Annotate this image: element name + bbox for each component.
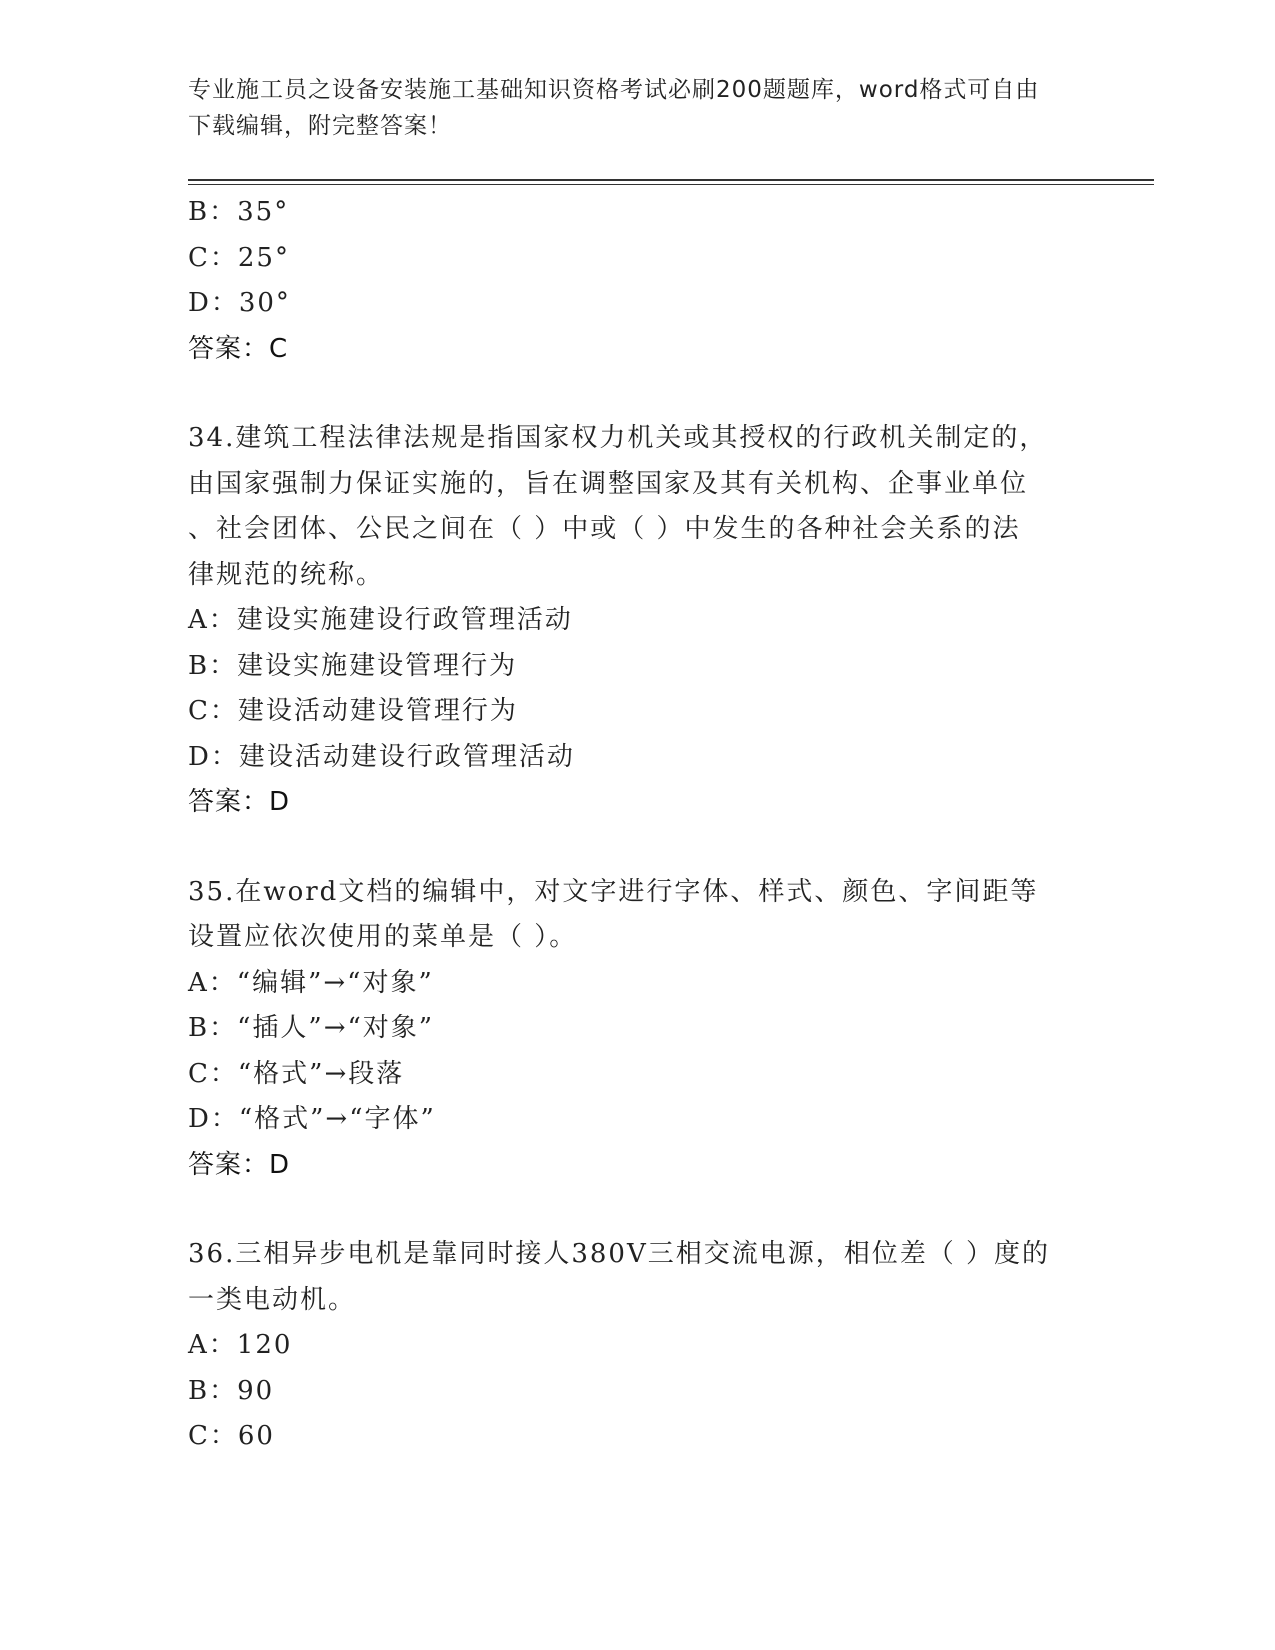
spacer bbox=[188, 826, 1088, 870]
option-b: B：建设实施建设管理行为 bbox=[188, 650, 518, 681]
question-34 bbox=[188, 416, 1088, 826]
option-c: C：60 bbox=[188, 1421, 275, 1451]
option-d: D：“格式”→“字体” bbox=[188, 1104, 436, 1134]
question-text-line: 由国家强制力保证实施的，旨在调整国家及其有关机构、企事业单位 bbox=[188, 468, 1029, 499]
option-a: A：建设实施建设行政管理活动 bbox=[188, 605, 573, 635]
spacer bbox=[188, 1188, 1088, 1232]
answer: 答案：C bbox=[188, 333, 289, 364]
option-b: B：90 bbox=[188, 1375, 275, 1406]
answer: 答案：D bbox=[188, 787, 291, 817]
document-body bbox=[188, 190, 1088, 1460]
question-text-line: 35.在word文档的编辑中，对文字进行字体、样式、颜色、字间距等 bbox=[188, 876, 1039, 907]
question-text-line: 34.建筑工程法律法规是指国家权力机关或其授权的行政机关制定的， bbox=[188, 423, 1048, 453]
question-text-line: 一类电动机。 bbox=[188, 1284, 357, 1315]
option-a: A：“编辑”→“对象” bbox=[188, 967, 434, 998]
document-header bbox=[188, 72, 1088, 144]
question-36 bbox=[188, 1232, 1088, 1460]
option-b: B：“插人”→“对象” bbox=[188, 1013, 435, 1043]
question-33-tail bbox=[188, 190, 1088, 372]
header-line-1: 专业施工员之设备安装施工基础知识资格考试必刷200题题库，word格式可自由 bbox=[188, 77, 1040, 103]
answer: 答案：D bbox=[188, 1149, 291, 1180]
spacer bbox=[188, 372, 1088, 416]
option-d: D：30° bbox=[188, 288, 291, 318]
question-35 bbox=[188, 870, 1088, 1189]
option-c: C：建设活动建设管理行为 bbox=[188, 696, 518, 726]
question-text-line: 设置应依次使用的菜单是（ ）。 bbox=[188, 922, 578, 952]
option-a: A：120 bbox=[188, 1330, 293, 1360]
question-text-line: 律规范的统称。 bbox=[188, 559, 385, 590]
question-text-line: 、社会团体、公民之间在（ ）中或（ ）中发生的各种社会关系的法 bbox=[188, 514, 1021, 544]
option-c: C：“格式”→段落 bbox=[188, 1058, 405, 1089]
question-text-line: 36.三相异步电机是靠同时接人380V三相交流电源，相位差（ ）度的 bbox=[188, 1239, 1051, 1269]
option-c: C：25° bbox=[188, 242, 290, 273]
header-rule-thick bbox=[188, 179, 1154, 181]
option-d: D：建设活动建设行政管理活动 bbox=[188, 741, 575, 772]
header-line-2: 下载编辑，附完整答案！ bbox=[188, 113, 452, 139]
option-b: B：35° bbox=[188, 197, 290, 227]
header-rule-thin bbox=[188, 184, 1154, 185]
